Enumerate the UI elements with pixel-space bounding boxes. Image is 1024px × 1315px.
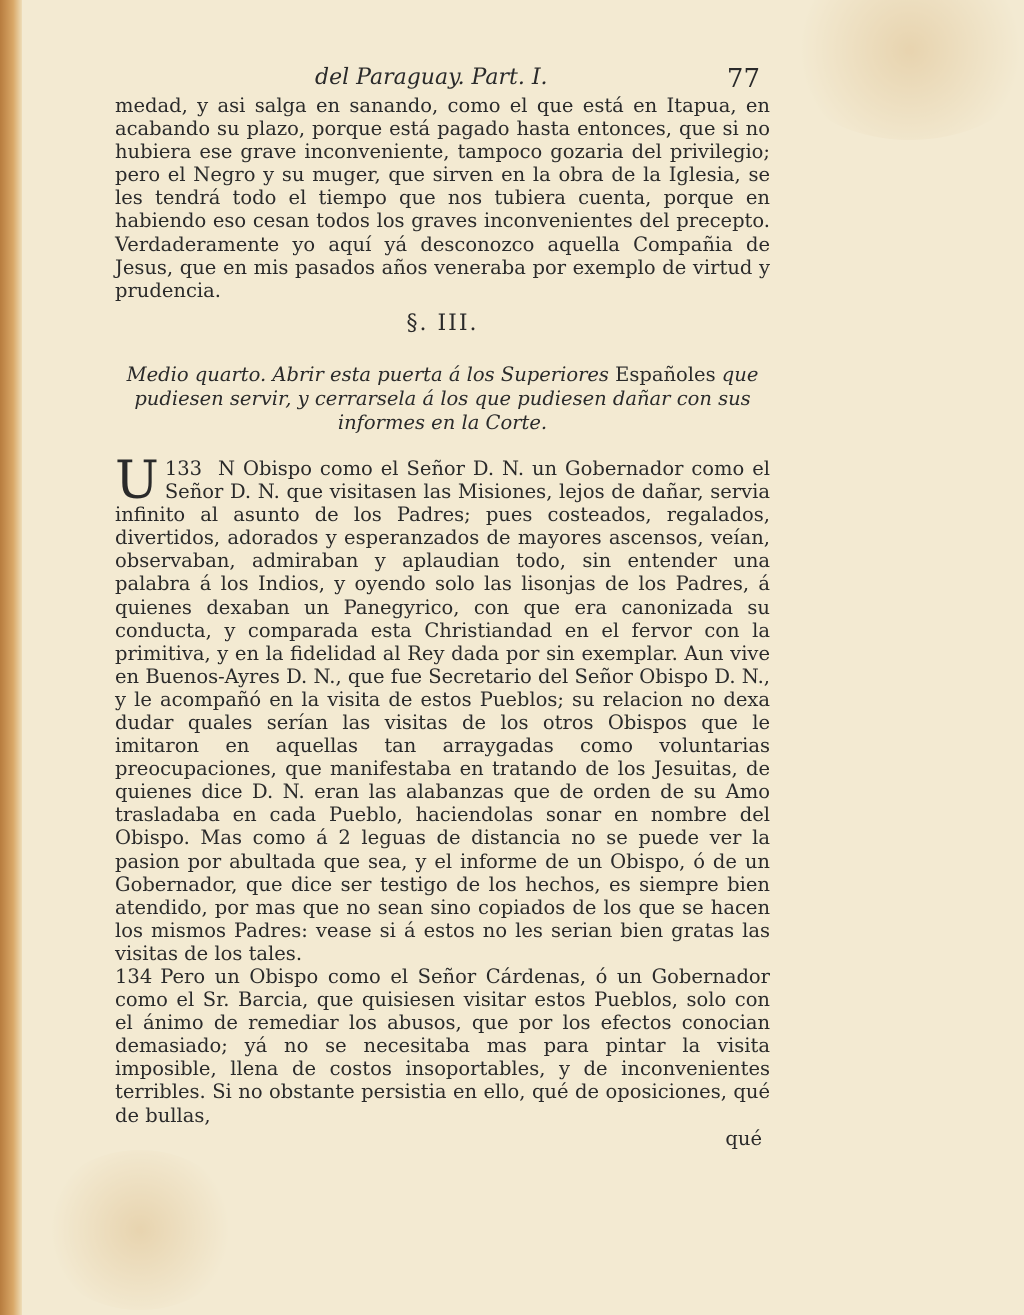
paragraph-number: 133 (164, 456, 203, 480)
drop-cap: U (115, 450, 159, 511)
section-heading-part2: que pudiesen servir, y cerrarsela á los que pudiesen dañar con sus informes en la Corte. (134, 362, 759, 434)
paper-stain (40, 1150, 240, 1310)
section-mark: §. III. (406, 310, 479, 336)
section-heading-part1: Medio quarto. Abrir esta puerta á los Superiores (126, 362, 609, 386)
paragraph-133 (115, 450, 770, 965)
paper-stain (780, 0, 1024, 140)
book-page (115, 60, 770, 1150)
page-number: 77 (726, 64, 760, 94)
paragraph-134 (115, 965, 770, 1127)
paragraph-text: Pero un Obispo como el Señor Cárdenas, ó un Gobernador como el Sr. Barcia, que quisiesen visitar estos Pueblos, solo con el ánimo de remediar los abusos, que por los efectos conocian demasiado; yá no se necesitaba mas para pintar la visita imposible, llena de costos insoportables, y de inconvenientes terribles. Si no obstante persistia en ello, qué de oposiciones, qué de bullas, (115, 965, 770, 1127)
catchword: qué (725, 1126, 762, 1150)
section-heading (115, 363, 770, 435)
paragraph-text: N Obispo como el Señor D. N. un Gobernador como el Señor D. N. que visitasen las Misiones, lejos de dañar, servia infinito al asunto de los Padres; pues costeados, regalados, divertidos, adorados y esperanzados de mayores ascensos, veían, observaban, admiraban y aplaudian todo, sin entender una palabra á los Indios, y oyendo solo las lisonjas de los Padres, á quienes dexaban un Panegyrico, con que era canonizada su conducta, y comparada esta Christiandad en el fervor con la primitiva, y en la fidelidad al Rey dada por sin exemplar. Aun vive en Buenos-Ayres D. N., que fue Secretario del Señor Obispo D. N., y le acompañó en la visita de estos Pueblos; su relacion no dexa dudar quales serían las visitas de los otros Obispos que le imitaron en aquellas tan arraygadas como voluntarias preocupaciones, que manifestaba en tratando de los Jesuitas, de quienes dice D. N. eran las alabanzas que de orden de su Amo trasladaba en cada Pueblo, haciendolas sonar en nombre del Obispo. Mas como á 2 leguas de distancia no se puede ver la pasion por abultada que sea, y el informe de un Obispo, ó de un Gobernador, que dice ser testigo de los hechos, es siempre bien atendido, por mas que no sean sino copiados de los que se hacen los mismos Padres: vease si á estos no les serian bien gratas las visitas de los tales. (115, 456, 770, 965)
opening-paragraph: medad, y asi salga en sanando, como el que está en Itapua, en acabando su plazo, porque está pagado hasta entonces, que si no hubiera ese grave inconveniente, tampoco gozaria del privilegio; pero el Negro y su muger, que sirven en la obra de la Iglesia, se les tendrá todo el tiempo que nos tubiera cuenta, porque en habiendo eso cesan todos los graves inconvenientes del precepto. Verdaderamente yo aquí yá desconozco aquella Compañia de Jesus, que en mis pasados años veneraba por exemplo de virtud y prudencia. (115, 94, 770, 302)
page-header (115, 60, 770, 94)
section-heading-upright: Españoles (615, 362, 716, 386)
page-spine-shadow (0, 0, 22, 1315)
paragraph-number: 134 (115, 965, 153, 988)
running-title: del Paraguay. Part. I. (315, 65, 548, 90)
